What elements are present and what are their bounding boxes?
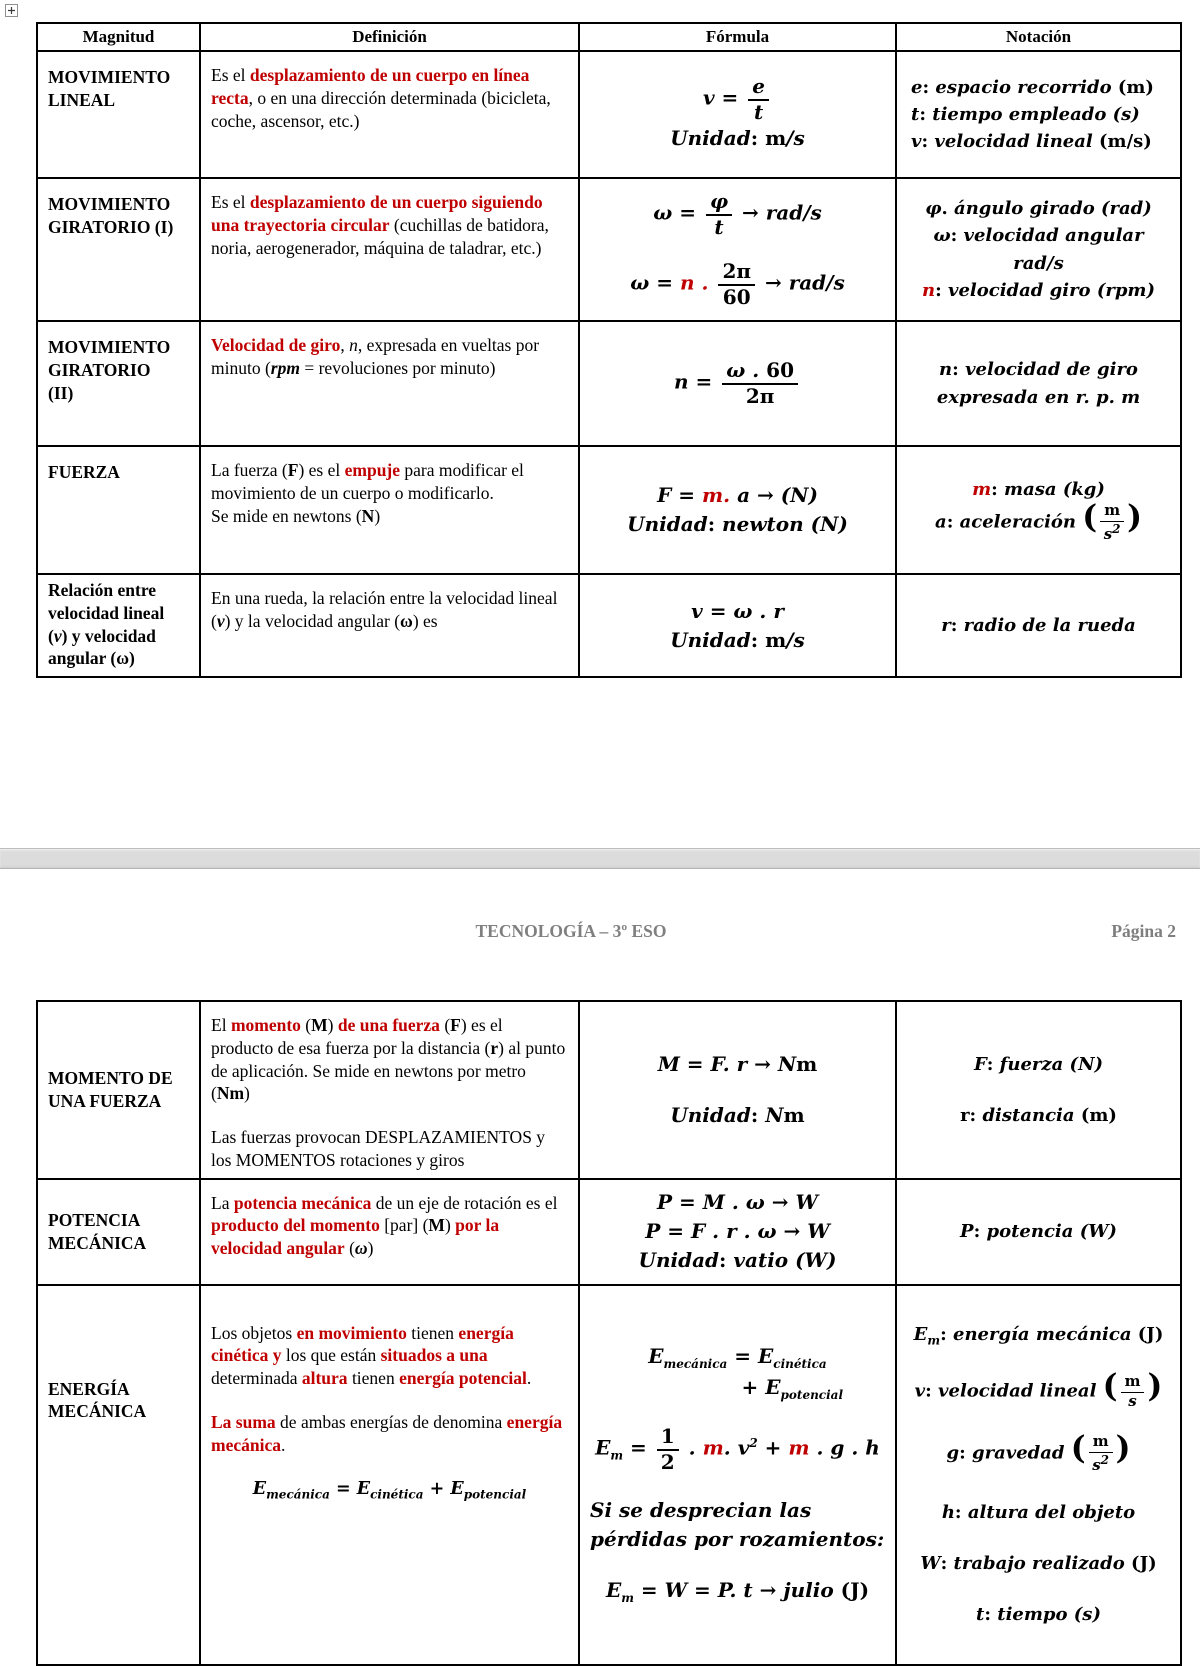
- text-line: MECÁNICA: [48, 1232, 147, 1253]
- text-line: $E_m = W = P$. t → julio (J): [605, 1577, 870, 1605]
- cell-definicion: [200, 51, 579, 178]
- table-header-row: [37, 23, 1181, 51]
- text-line: FUERZA: [48, 462, 120, 482]
- text-line: h: altura del objeto: [941, 1501, 1136, 1523]
- text-line: Las fuerzas provocan DESPLAZAMIENTOS y los MOMENTOS rotaciones y giros: [211, 1127, 546, 1170]
- text-line: m: masa (kg): [972, 479, 1105, 501]
- text-line: velocidad lineal: [48, 602, 165, 623]
- cell-notacion: [896, 1001, 1181, 1179]
- text-line: La potencia mecánica de un eje de rotación es el producto del momento [par] (M) por la velocidad angular (ω): [211, 1192, 558, 1258]
- fraction: $\frac{e}{t}$: [748, 76, 769, 124]
- column-header-formula: Fórmula: [579, 23, 896, 51]
- text-line: φ. ángulo girado (rad): [925, 198, 1152, 220]
- table-row: [37, 51, 1181, 178]
- fraction: $\frac{m}{s}$: [1121, 1374, 1145, 1411]
- cell-definicion: [200, 1179, 579, 1285]
- cell-definicion: [200, 1285, 579, 1665]
- cell-formula: [579, 1001, 896, 1179]
- cell-magnitud: [37, 178, 200, 321]
- page-header: [36, 921, 1178, 947]
- text-line: P = F . r . ω → W: [645, 1219, 830, 1243]
- text-line: $E_{mecánica} = E_{cinética} + E_{potencial}$: [252, 1479, 527, 1502]
- table-row: [37, 321, 1181, 446]
- text-line: Unidad: m/s: [670, 126, 805, 150]
- text-line: MOVIMIENTO: [48, 337, 171, 357]
- cell-notacion: [896, 178, 1181, 321]
- table-row: [37, 1285, 1181, 1665]
- text-line: ω = $\frac{\varphi}{t}$ → rad/s: [653, 188, 822, 239]
- cell-definicion: [200, 178, 579, 321]
- page-break-separator: [0, 848, 1200, 869]
- cell-notacion: [896, 321, 1181, 446]
- text-line: v = ω . r: [691, 598, 784, 623]
- cell-formula: [579, 1285, 896, 1665]
- cell-magnitud: [37, 574, 200, 677]
- column-header-magnitud: Magnitud: [37, 23, 200, 51]
- cell-formula: [579, 51, 896, 178]
- table-move-handle-icon[interactable]: [4, 3, 19, 18]
- text-line: Relación entre: [48, 580, 157, 600]
- cell-formula: [579, 446, 896, 574]
- text-line: LINEAL: [48, 89, 116, 110]
- text-line: MOMENTO DE: [48, 1068, 173, 1088]
- text-line: M = F. r → Nm: [657, 1051, 818, 1076]
- text-line: t: tiempo (s): [976, 1604, 1101, 1626]
- cell-notacion: [896, 51, 1181, 178]
- fraction: $\frac{m}{s^2}$: [1100, 503, 1124, 544]
- text-line: + $E_{potencial}$: [741, 1375, 843, 1403]
- text-line: expresada en r. p. m: [936, 386, 1141, 408]
- text-line: Unidad: newton (N): [627, 512, 848, 536]
- text-line: $E_m$: energía mecánica (J): [913, 1323, 1164, 1348]
- text-line: t: tiempo empleado (s): [911, 103, 1140, 125]
- page-number: Página 2: [1111, 921, 1176, 941]
- fraction: $\frac{\varphi}{t}$: [706, 191, 732, 239]
- text-line: angular (ω): [48, 648, 135, 669]
- text-line: Es el desplazamiento de un cuerpo siguiendo una trayectoria circular (cuchillas de batidora, noria, aerogenerador, máquina de taladrar, etc.): [211, 192, 549, 258]
- cell-definicion: [200, 446, 579, 574]
- text-line: F = m. a → (N): [657, 483, 818, 507]
- fraction: $\frac{2\pi}{60}$: [718, 261, 755, 309]
- cell-magnitud: [37, 321, 200, 446]
- cell-magnitud: [37, 446, 200, 574]
- text-line: $E_m$ = $\frac{1}{2}$ . m. $v^2 + m$ . g . h: [595, 1423, 880, 1474]
- cell-magnitud: [37, 51, 200, 178]
- cell-definicion: [200, 1001, 579, 1179]
- text-line: g: gravedad ( $\frac{m}{s^2}$ ): [946, 1429, 1131, 1475]
- text-line: n: velocidad de giro: [939, 359, 1138, 381]
- cell-formula: [579, 574, 896, 677]
- cell-magnitud: [37, 1179, 200, 1285]
- column-header-notacion: Notación: [896, 23, 1181, 51]
- cell-definicion: [200, 321, 579, 446]
- text-line: ω = n . $\frac{2\pi}{60}$ → rad/s: [630, 258, 845, 309]
- magnitudes-table-page2: [36, 1000, 1182, 1666]
- text-line: r: distancia (m): [960, 1104, 1117, 1126]
- text-line: P: potencia (W): [960, 1220, 1117, 1242]
- text-line: POTENCIA: [48, 1209, 141, 1230]
- text-line: Es el desplazamiento de un cuerpo en línea recta, o en una dirección determinada (bicicleta, coche, ascensor, etc.): [211, 65, 551, 131]
- fraction: $\frac{\omega . 60}{2\pi}$: [722, 360, 798, 408]
- table-row: [37, 574, 1181, 677]
- text-line: (II): [48, 382, 74, 403]
- text-line: P = M . ω → W: [657, 1190, 818, 1214]
- text-line: Unidad: Nm: [670, 1102, 805, 1127]
- text-line: UNA FUERZA: [48, 1090, 162, 1111]
- text-line: v: velocidad lineal ( $\frac{m}{s}$ ): [914, 1367, 1163, 1410]
- cell-definicion: [200, 574, 579, 677]
- table-row: [37, 178, 1181, 321]
- text-line: La suma de ambas energías de denomina energía mecánica.: [211, 1411, 563, 1455]
- text-line: v = $\frac{e}{t}$: [590, 76, 885, 124]
- text-line: ENERGÍA: [48, 1378, 130, 1399]
- page-header-title: TECNOLOGÍA – 3º ESO: [475, 921, 667, 941]
- text-line: Unidad: m/s: [670, 627, 805, 652]
- text-line: a: aceleración ( $\frac{m}{s^2}$ ): [935, 498, 1142, 544]
- text-line: (v) y velocidad: [48, 625, 156, 646]
- text-line: $E_{mecánica} = E_{cinética}$: [648, 1344, 827, 1372]
- cell-notacion: [896, 1285, 1181, 1665]
- table-row: [37, 1001, 1181, 1179]
- cell-magnitud: [37, 1001, 200, 1179]
- cell-formula: [579, 321, 896, 446]
- text-line: MECÁNICA: [48, 1401, 147, 1422]
- text-line: Unidad: vatio (W): [638, 1248, 837, 1272]
- column-header-definicion: Definición: [200, 23, 579, 51]
- cell-notacion: [896, 1179, 1181, 1285]
- fraction: $\frac{m}{s^2}$: [1089, 1434, 1113, 1475]
- text-line: La fuerza (F) es el empuje para modificar el movimiento de un cuerpo o modificarlo.: [211, 460, 524, 503]
- text-line: v: velocidad lineal (m/s): [911, 131, 1152, 153]
- text-line: n = $\frac{\omega . 60}{2\pi}$: [590, 360, 885, 408]
- text-line: Se mide en newtons (N): [211, 505, 381, 526]
- cell-magnitud: [37, 1285, 200, 1665]
- table-row: [37, 446, 1181, 574]
- text-line: Los objetos en movimiento tienen energía cinética y los que están situados a una determinada altura tienen energía potencial.: [211, 1322, 532, 1388]
- text-line: ω: velocidad angular rad/s: [933, 225, 1144, 274]
- text-line: MOVIMIENTO: [48, 67, 171, 87]
- text-line: MOVIMIENTO: [48, 194, 171, 214]
- text-line: Velocidad de giro, n, expresada en vueltas por minuto (rpm = revoluciones por minuto): [211, 335, 540, 378]
- cell-notacion: [896, 574, 1181, 677]
- cell-formula: [579, 178, 896, 321]
- text-line: El momento (M) de una fuerza (F) es el producto de esa fuerza por la distancia (r) al punto de aplicación. Se mide en newtons por metro (Nm): [211, 1015, 566, 1104]
- magnitudes-table-page1: [36, 22, 1182, 678]
- fraction: $\frac{1}{2}$: [657, 1426, 679, 1474]
- text-line: GIRATORIO: [48, 359, 151, 380]
- text-line: F: fuerza (N): [973, 1053, 1104, 1075]
- text-line: En una rueda, la relación entre la velocidad lineal (v) y la velocidad angular (ω) es: [211, 588, 558, 631]
- text-line: e: espacio recorrido (m): [911, 76, 1154, 98]
- text-line: r: radio de la rueda: [941, 614, 1136, 636]
- text-line: n: velocidad giro (rpm): [921, 279, 1155, 301]
- cell-notacion: [896, 446, 1181, 574]
- table-row: [37, 1179, 1181, 1285]
- text-line: Si se desprecian las pérdidas por rozamientos:: [590, 1497, 885, 1551]
- cell-formula: [579, 1179, 896, 1285]
- text-line: GIRATORIO (I): [48, 216, 174, 237]
- text-line: W: trabajo realizado (J): [920, 1552, 1157, 1574]
